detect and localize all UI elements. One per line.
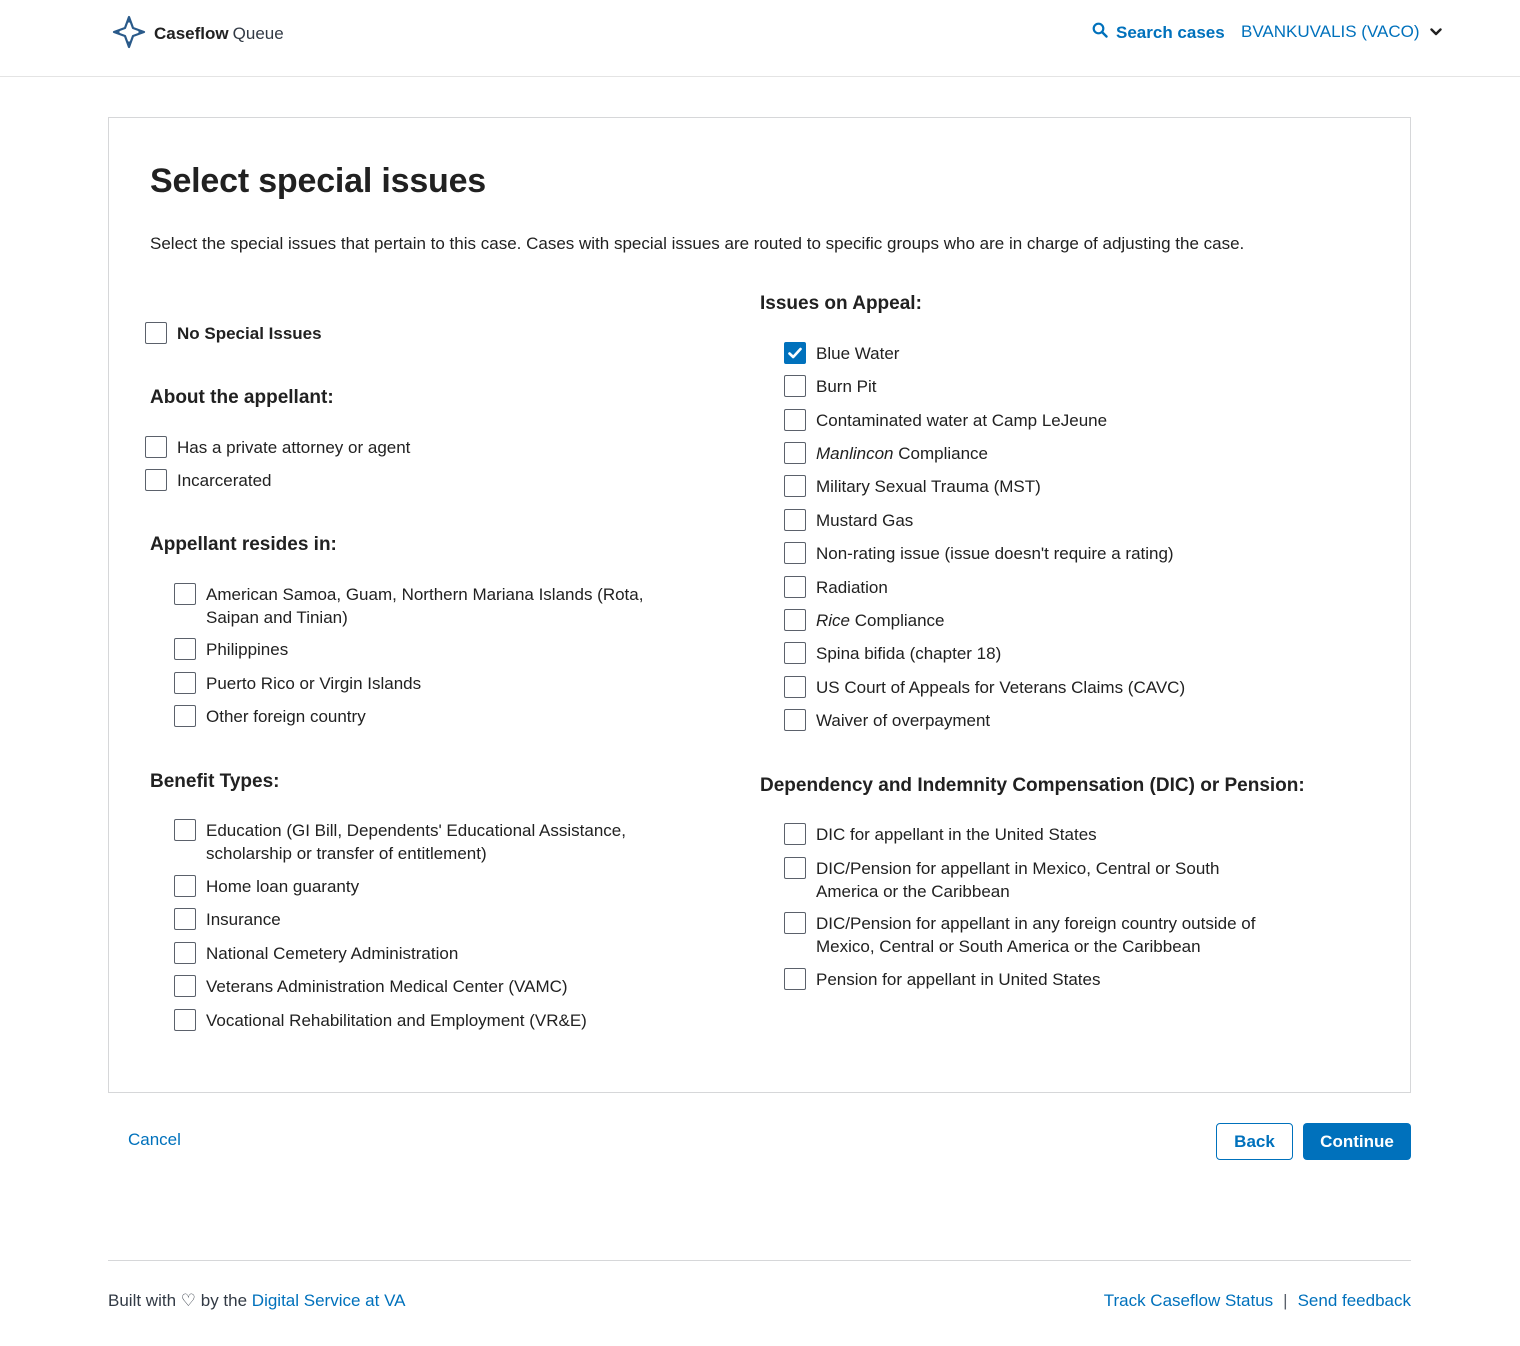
checkbox-label: Mustard Gas	[816, 511, 914, 530]
checkbox-radiation[interactable]	[784, 576, 888, 599]
checkbox-box[interactable]	[784, 676, 806, 698]
chevron-down-icon	[1430, 22, 1442, 42]
checkbox-education[interactable]	[174, 819, 626, 865]
checkbox-camp-lejeune[interactable]	[784, 409, 1107, 432]
search-icon	[1092, 22, 1108, 43]
checkbox-label: Puerto Rico or Virgin Islands	[206, 674, 422, 693]
checkbox-label: Has a private attorney or agent	[177, 438, 411, 457]
footer-separator: |	[1283, 1291, 1288, 1310]
checkbox-box[interactable]	[784, 823, 806, 845]
checkbox-label: US Court of Appeals for Veterans Claims (CAVC)	[816, 678, 1186, 697]
track-status-link[interactable]: Track Caseflow Status	[1103, 1291, 1274, 1310]
checkbox-private-attorney[interactable]	[145, 436, 410, 459]
brand-logo[interactable]	[112, 16, 284, 52]
checkbox-pension-united-states[interactable]	[784, 968, 1100, 991]
checkbox-label: Radiation	[816, 578, 888, 597]
checkbox-box[interactable]	[145, 436, 167, 458]
checkbox-label: Philippines	[206, 640, 289, 659]
app-header	[0, 0, 1520, 77]
checkbox-label: Education (GI Bill, Dependents' Educational Assistance, scholarship or transfer of entitlement)	[206, 821, 626, 863]
checkbox-box[interactable]	[174, 819, 196, 841]
checkbox-spina-bifida[interactable]	[784, 642, 1001, 665]
checkbox-incarcerated[interactable]	[145, 469, 272, 492]
caseflow-logo-icon	[112, 15, 146, 54]
checkbox-box[interactable]	[784, 375, 806, 397]
checkbox-philippines[interactable]	[174, 638, 288, 661]
benefit-types-heading: Benefit Types:	[150, 771, 280, 792]
heart-icon: ♡	[180, 1291, 197, 1310]
search-cases-label: Search cases	[1116, 22, 1225, 42]
about-appellant-heading: About the appellant:	[150, 387, 334, 408]
checkbox-label: Military Sexual Trauma (MST)	[816, 477, 1041, 496]
checkbox-label: Blue Water	[816, 344, 900, 363]
checkbox-box[interactable]	[784, 968, 806, 990]
checkbox-other-foreign-country[interactable]	[174, 705, 366, 728]
checkbox-label: DIC/Pension for appellant in any foreign country outside of Mexico, Central or South America or the Caribbean	[816, 914, 1256, 956]
checkbox-box[interactable]	[784, 642, 806, 664]
checkbox-box[interactable]	[145, 469, 167, 491]
checkbox-label: Burn Pit	[816, 377, 877, 396]
checkbox-box[interactable]	[784, 542, 806, 564]
brand-name: Caseflow	[154, 24, 229, 43]
checkmark-icon	[788, 347, 802, 359]
checkbox-box[interactable]	[174, 672, 196, 694]
user-name: BVANKUVALIS (VACO)	[1241, 22, 1420, 41]
checkbox-cavc[interactable]	[784, 676, 1185, 699]
checkbox-box[interactable]	[784, 709, 806, 731]
send-feedback-link[interactable]: Send feedback	[1297, 1291, 1411, 1310]
checkbox-box[interactable]	[784, 475, 806, 497]
checkbox-vre[interactable]	[174, 1009, 587, 1032]
checkbox-mst[interactable]	[784, 475, 1041, 498]
dic-pension-heading: Dependency and Indemnity Compensation (DIC) or Pension:	[760, 775, 1305, 796]
appellant-resides-heading: Appellant resides in:	[150, 534, 337, 555]
checkbox-box[interactable]	[174, 638, 196, 660]
digital-service-link[interactable]: Digital Service at VA	[251, 1291, 406, 1310]
back-button[interactable]: Back	[1216, 1123, 1293, 1160]
checkbox-label: Insurance	[206, 910, 281, 929]
checkbox-label: Other foreign country	[206, 707, 366, 726]
checkbox-box[interactable]	[145, 322, 167, 344]
special-issues-card	[108, 117, 1411, 1093]
user-dropdown[interactable]	[1241, 22, 1442, 42]
checkbox-american-samoa[interactable]	[174, 583, 643, 629]
brand-app-name: Queue	[232, 24, 284, 43]
checkbox-box[interactable]	[784, 912, 806, 934]
checkbox-label: Pension for appellant in United States	[816, 970, 1101, 989]
checkbox-mustard-gas[interactable]	[784, 509, 913, 532]
checkbox-manlincon-compliance[interactable]	[784, 442, 988, 465]
cancel-link[interactable]: Cancel	[128, 1130, 181, 1149]
checkbox-non-rating-issue[interactable]	[784, 542, 1174, 565]
checkbox-label: DIC/Pension for appellant in Mexico, Central or South America or the Caribbean	[816, 859, 1220, 901]
checkbox-national-cemetery[interactable]	[174, 942, 458, 965]
continue-button[interactable]: Continue	[1303, 1123, 1411, 1160]
checkbox-label: Rice Compliance	[816, 611, 945, 630]
no-special-issues-checkbox[interactable]	[145, 322, 322, 345]
checkbox-label: Contaminated water at Camp LeJeune	[816, 411, 1108, 430]
checkbox-label: Spina bifida (chapter 18)	[816, 644, 1002, 663]
checkbox-box[interactable]	[174, 975, 196, 997]
checkbox-box[interactable]	[784, 509, 806, 531]
checkbox-box[interactable]	[784, 342, 806, 364]
checkbox-box[interactable]	[784, 576, 806, 598]
checkbox-label: Veterans Administration Medical Center (VAMC)	[206, 977, 568, 996]
checkbox-label: DIC for appellant in the United States	[816, 825, 1097, 844]
checkbox-puerto-rico[interactable]	[174, 672, 421, 695]
checkbox-burn-pit[interactable]	[784, 375, 876, 398]
checkbox-waiver-overpayment[interactable]	[784, 709, 990, 732]
checkbox-label: Home loan guaranty	[206, 877, 360, 896]
checkbox-label: No Special Issues	[177, 324, 322, 343]
checkbox-vamc[interactable]	[174, 975, 568, 998]
checkbox-label: American Samoa, Guam, Northern Mariana Islands (Rota, Saipan and Tinian)	[206, 585, 644, 627]
page-intro: Select the special issues that pertain to this case. Cases with special issues are routed to specific groups who are in charge of adjusting the case.	[150, 234, 1245, 253]
checkbox-label: Non-rating issue (issue doesn't require a rating)	[816, 544, 1174, 563]
page-title: Select special issues	[150, 162, 487, 200]
checkbox-label: Vocational Rehabilitation and Employment (VR&E)	[206, 1011, 587, 1030]
checkbox-rice-compliance[interactable]	[784, 609, 945, 632]
checkbox-box[interactable]	[784, 609, 806, 631]
checkbox-box[interactable]	[174, 942, 196, 964]
issues-on-appeal-heading: Issues on Appeal:	[760, 293, 922, 314]
checkbox-dic-united-states[interactable]	[784, 823, 1097, 846]
checkbox-box[interactable]	[784, 857, 806, 879]
checkbox-insurance[interactable]	[174, 908, 281, 931]
checkbox-label: Waiver of overpayment	[816, 711, 991, 730]
checkbox-blue-water[interactable]	[784, 342, 899, 365]
checkbox-box[interactable]	[784, 442, 806, 464]
footer-links	[1104, 1291, 1411, 1311]
checkbox-label: Incarcerated	[177, 471, 272, 490]
search-cases-link[interactable]	[1092, 22, 1225, 43]
checkbox-dic-other-foreign[interactable]	[784, 912, 1255, 958]
checkbox-box[interactable]	[174, 583, 196, 605]
checkbox-label: National Cemetery Administration	[206, 944, 459, 963]
checkbox-box[interactable]	[174, 875, 196, 897]
checkbox-label: Manlincon Compliance	[816, 444, 988, 463]
checkbox-box[interactable]	[174, 1009, 196, 1031]
checkbox-box[interactable]	[174, 908, 196, 930]
checkbox-dic-mexico-central-south[interactable]	[784, 857, 1219, 903]
checkbox-box[interactable]	[174, 705, 196, 727]
footer-divider	[108, 1260, 1411, 1261]
footer-credit: Built with ♡ by the Digital Service at VA	[108, 1291, 406, 1310]
checkbox-home-loan[interactable]	[174, 875, 359, 898]
checkbox-box[interactable]	[784, 409, 806, 431]
